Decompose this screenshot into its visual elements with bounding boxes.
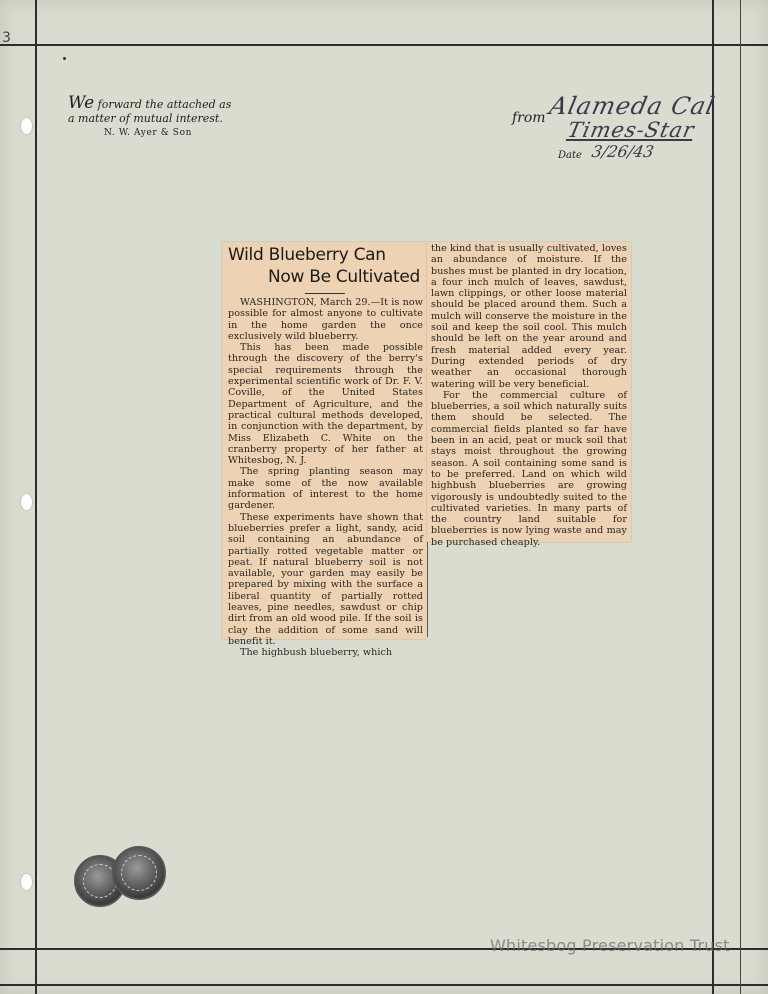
- paragraph: These experiments have shown that blueberries prefer a light, sandy, acid soil containing an abundance of partially rotted vegetable matter or peat. If natural blueberry soil is not available, your garden may easily be prepared by mixing with the surface a liberal quantity of partially rotted leaves, pine needles, sawdust or chip dirt from an old wood pile. If the soil is clay the addition of some sand will benefit it.: [228, 511, 423, 647]
- embossed-seal-icon: [112, 846, 166, 900]
- top-rule: [0, 44, 768, 46]
- ayer-line2: a matter of mutual interest.: [68, 112, 223, 125]
- source-handwriting-line1: Alameda Cal: [547, 92, 718, 120]
- headline-divider: [305, 293, 345, 294]
- binder-hole-middle: [21, 494, 32, 510]
- newspaper-clipping-left: [222, 242, 427, 659]
- paragraph: the kind that is usually cultivated, loves an abundance of moisture. If the bushes must be planted in dry location, a four inch mulch of leaves, sawdust, lawn clippings, or other loose material should be placed around them. Such a mulch will conserve the moisture in the soil and keep the soil cool. This mulch should be left on the year around and fresh material added every year. During extended periods of dry weather an occasional thorough watering will be very beneficial.: [431, 243, 627, 390]
- binder-hole-bottom: [21, 874, 32, 890]
- clipping-body-left: [222, 297, 427, 659]
- paragraph: The highbush blueberry, which: [240, 647, 393, 659]
- right-edge-rule: [740, 0, 741, 994]
- page-number: 3: [2, 30, 11, 46]
- binder-hole-top: [21, 118, 32, 134]
- left-margin-rule: [35, 0, 37, 994]
- clipping-body-right: [427, 242, 631, 548]
- ayer-line1-cap: We: [68, 93, 95, 113]
- paragraph: The spring planting season may make some of the now available information of interest to the home gardener.: [228, 466, 423, 512]
- ayer-signature: N. W. Ayer & Son: [104, 128, 192, 138]
- newspaper-clipping-right: [427, 242, 631, 548]
- clipping-headline: [222, 242, 427, 288]
- date-label: Date: [558, 150, 582, 161]
- bottom-edge-rule: [0, 984, 768, 986]
- headline-line1: Wild Blueberry Can: [228, 245, 386, 265]
- ink-dot: [63, 57, 66, 60]
- paragraph: This has been made possible through the discovery of the berry's special requirements through the experimental scientific work of Dr. F. V. Coville, of the United States Department of Agriculture, and the practical cultural methods developed, in conjunction with the department, by Miss Elizabeth C. White on the cranberry property of her father at Whitesbog, N. J.: [228, 342, 423, 467]
- paragraph: WASHINGTON, March 29.—It is now possible for almost anyone to cultivate in the home garden the once exclusively wild blueberry.: [228, 297, 423, 342]
- ayer-forwarding-note: [68, 93, 258, 138]
- watermark: Whitesbog Preservation Trust: [490, 936, 730, 955]
- source-stamp: [508, 92, 718, 172]
- date-handwriting: 3/26/43: [590, 142, 656, 161]
- source-handwriting-line2: Times-Star: [565, 118, 697, 142]
- from-label: from: [512, 110, 546, 126]
- headline-line2: Now Be Cultivated: [268, 267, 421, 287]
- ayer-line1: forward the attached as: [97, 98, 232, 111]
- paragraph: For the commercial culture of blueberries, a soil which naturally suits them should be selected. The commercial fields planted so far have been in an acid, peat or muck soil that stays moist throughout the growing season. A soil containing some sand is to be preferred. Land on which wild highbush blueberries are growing vigorously is undoubtedly suited to the cultivated varieties. In many parts of the country land suitable for blueberries is now lying waste and may be purchased cheaply.: [431, 389, 627, 548]
